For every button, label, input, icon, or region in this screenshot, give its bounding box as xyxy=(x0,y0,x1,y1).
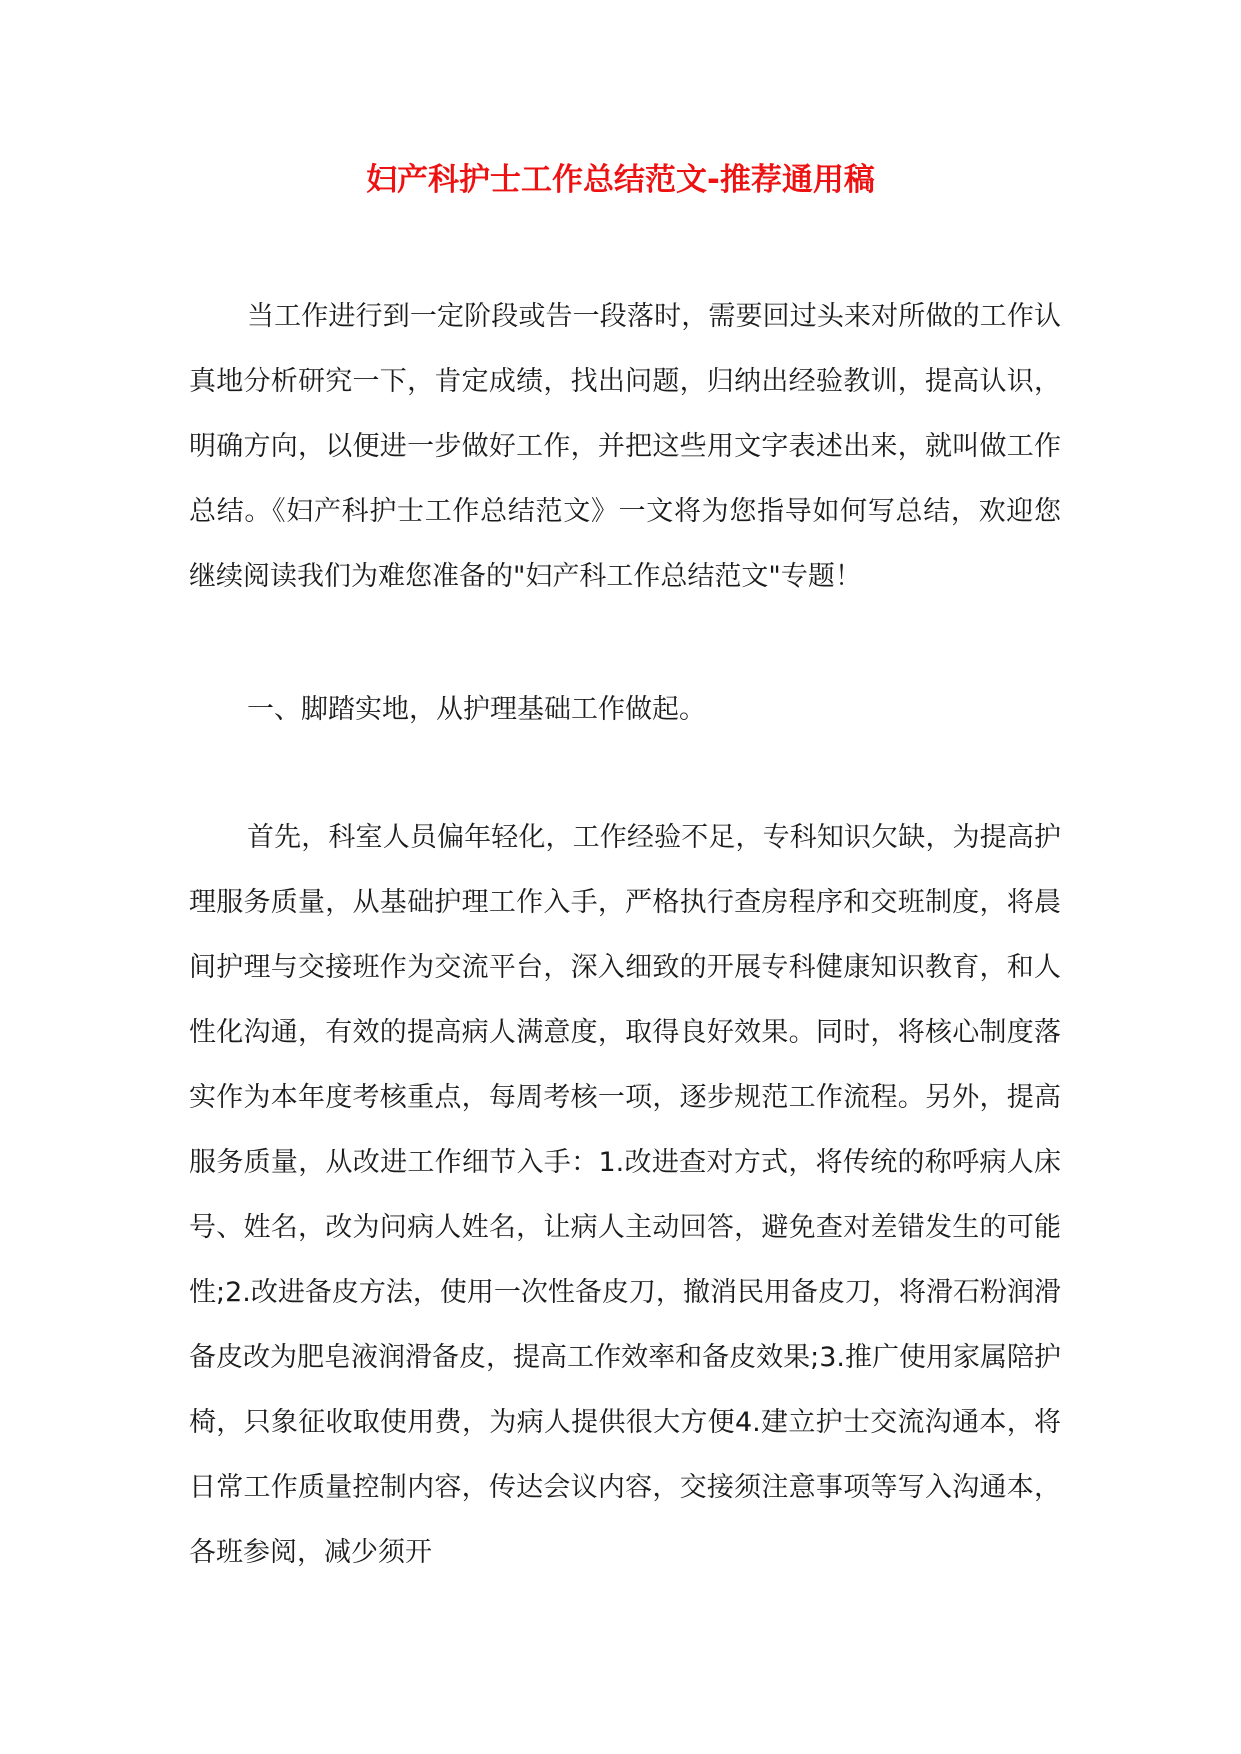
section-heading: 一、脚踏实地，从护理基础工作做起。 xyxy=(247,694,706,725)
body-paragraph: 首先，科室人员偏年轻化，工作经验不足，专科知识欠缺，为提高护理服务质量，从基础护理工作入手，严格执行查房程序和交班制度，将晨间护理与交接班作为交流平台，深入细致的开展专科健康知识教育，和人性化沟通，有效的提高病人满意度，取得良好效果。同时，将核心制度落实作为本年度考核重点，每周考核一项，逐步规范工作流程。另外，提高服务质量，从改进工作细节入手：1.改进查对方式，将传统的称呼病人床号、姓名，改为问病人姓名，让病人主动回答，避免查对差错发生的可能性;2.改进备皮方法，使用一次性备皮刀，撤消民用备皮刀，将滑石粉润滑备皮改为肥皂液润滑备皮，提高工作效率和备皮效果;3.推广使用家属陪护椅，只象征收取使用费，为病人提供很大方便4.建立护士交流沟通本，将日常工作质量控制内容，传达会议内容，交接须注意事项等写入沟通本，各班参阅，减少须开 xyxy=(189,822,1061,1568)
document-title: 妇产科护士工作总结范文-推荐通用稿 xyxy=(366,162,875,198)
intro-paragraph: 当工作进行到一定阶段或告一段落时，需要回过头来对所做的工作认真地分析研究一下，肯定成绩，找出问题，归纳出经验教训，提高认识，明确方向，以便进一步做好工作，并把这些用文字表述出来，就叫做工作总结。《妇产科护士工作总结范文》一文将为您指导如何写总结，欢迎您继续阅读我们为难您准备的"妇产科工作总结范文"专题！ xyxy=(189,301,1061,592)
